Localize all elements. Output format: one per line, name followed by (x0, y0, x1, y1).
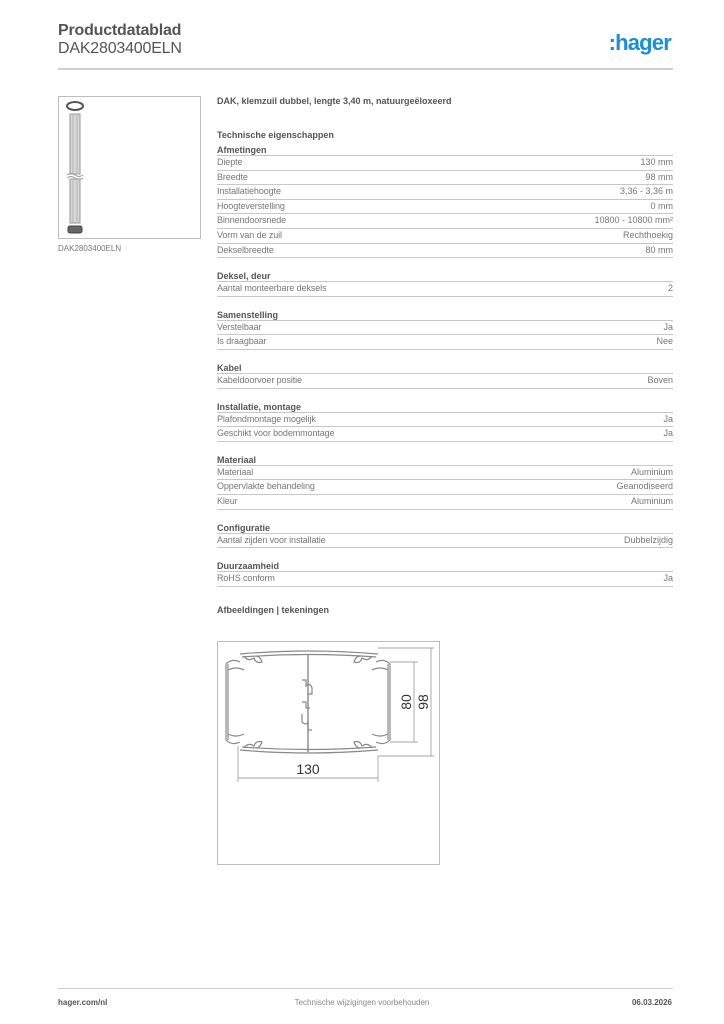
spec-row (217, 413, 673, 428)
spec-row (217, 466, 673, 481)
spec-label: Plafondmontage mogelijk (217, 413, 316, 424)
specifications-panel (217, 96, 673, 619)
drawings-heading: Afbeeldingen | tekeningen (217, 604, 330, 615)
spec-value: Ja (663, 573, 673, 584)
spec-label: Kleur (217, 495, 238, 506)
spec-row (217, 335, 673, 350)
spec-value: Boven (647, 374, 673, 385)
spec-row (217, 427, 673, 442)
spec-label: Kabeldoorvoer positie (217, 374, 302, 385)
spec-label: Aantal monteerbare deksels (217, 283, 327, 294)
section-title: Materiaal (217, 454, 673, 466)
spec-row (217, 572, 673, 587)
spec-value: Ja (663, 321, 673, 332)
spec-row (217, 534, 673, 549)
spec-value: Rechthoekig (622, 229, 673, 240)
page-header (58, 22, 673, 68)
section-title: Deksel, deur (217, 270, 673, 282)
spec-section (217, 560, 673, 587)
spec-label: Diepte (217, 157, 243, 167)
spec-row (217, 495, 673, 510)
spec-section (217, 454, 673, 510)
spec-row (217, 214, 673, 229)
spec-row (217, 200, 673, 215)
spec-label: Hoogteverstelling (217, 200, 285, 211)
spec-label: Geschikt voor bodemmontage (217, 428, 335, 439)
spec-section (217, 309, 673, 350)
spec-section (217, 270, 673, 297)
section-title: Kabel (217, 362, 673, 374)
spec-label: Vorm van de zuil (217, 229, 282, 240)
column-product-icon (59, 97, 202, 240)
spec-value: Dubbelzijdig (623, 534, 673, 545)
spec-row (217, 374, 673, 389)
spec-value: 98 mm (645, 171, 673, 182)
spec-label: Is draagbaar (217, 336, 267, 347)
spec-row (217, 156, 673, 171)
section-title: Configuratie (217, 522, 673, 534)
section-title: Installatie, montage (217, 401, 673, 413)
spec-value: Aluminium (630, 466, 673, 477)
dimension-width-label: 130 (296, 761, 320, 777)
spec-value: Ja (663, 428, 673, 439)
spec-label: Materiaal (217, 466, 254, 477)
spec-section (217, 401, 673, 442)
spec-value: Ja (663, 413, 673, 424)
spec-row (217, 480, 673, 495)
spec-value: 80 mm (645, 244, 673, 255)
footer-website-link[interactable]: hager.com/nl (58, 998, 108, 1007)
spec-value: 0 mm (650, 200, 673, 211)
technical-drawing (217, 641, 440, 865)
section-title: Afmetingen (217, 144, 673, 156)
product-thumbnail (58, 96, 201, 239)
product-description: DAK, klemzuil dubbel, lengte 3,40 m, natuurgeëloxeerd (217, 96, 452, 106)
spec-row (217, 185, 673, 200)
spec-label: Breedte (217, 171, 248, 182)
spec-row (217, 244, 673, 259)
hager-logo: :hager (608, 30, 671, 55)
technical-properties-heading: Technische eigenschappen (217, 130, 334, 140)
spec-row (217, 321, 673, 336)
spec-value: 130 mm (640, 157, 673, 167)
spec-section (217, 522, 673, 549)
section-title: Samenstelling (217, 309, 673, 321)
spec-row (217, 171, 673, 186)
footer-date: 06.03.2026 (631, 998, 672, 1007)
spec-section (217, 362, 673, 389)
spec-label: Binnendoorsnede (217, 215, 287, 226)
spec-label: Dekselbreedte (217, 244, 274, 255)
article-number: DAK2803400ELN (58, 40, 182, 57)
spec-label: RoHS conform (217, 573, 275, 584)
spec-value: 2 (667, 283, 673, 294)
spec-value: 10800 - 10800 mm² (594, 215, 673, 226)
spec-value: Geanodiseerd (616, 481, 673, 492)
section-title: Duurzaamheid (217, 560, 673, 572)
spec-value: Nee (656, 336, 673, 347)
document-title: Productdatablad (58, 22, 182, 39)
dimension-outer-height-label: 98 (415, 694, 431, 710)
spec-value: Aluminium (630, 495, 673, 506)
spec-row (217, 229, 673, 244)
header-divider (58, 68, 673, 70)
spec-label: Oppervlakte behandeling (217, 481, 315, 492)
spec-label: Verstelbaar (217, 321, 262, 332)
spec-row (217, 282, 673, 297)
thumbnail-caption: DAK2803400ELN (58, 244, 122, 253)
footer-divider (58, 988, 673, 989)
cross-section-drawing-icon (218, 642, 441, 866)
footer-disclaimer: Technische wijzigingen voorbehouden (294, 998, 430, 1007)
spec-sections (217, 144, 673, 587)
spec-section (217, 144, 673, 258)
spec-label: Aantal zijden voor installatie (217, 534, 326, 545)
dimension-inner-height-label: 80 (398, 694, 414, 710)
spec-label: Installatiehoogte (217, 186, 281, 197)
spec-value: 3,36 - 3,36 m (619, 186, 673, 197)
